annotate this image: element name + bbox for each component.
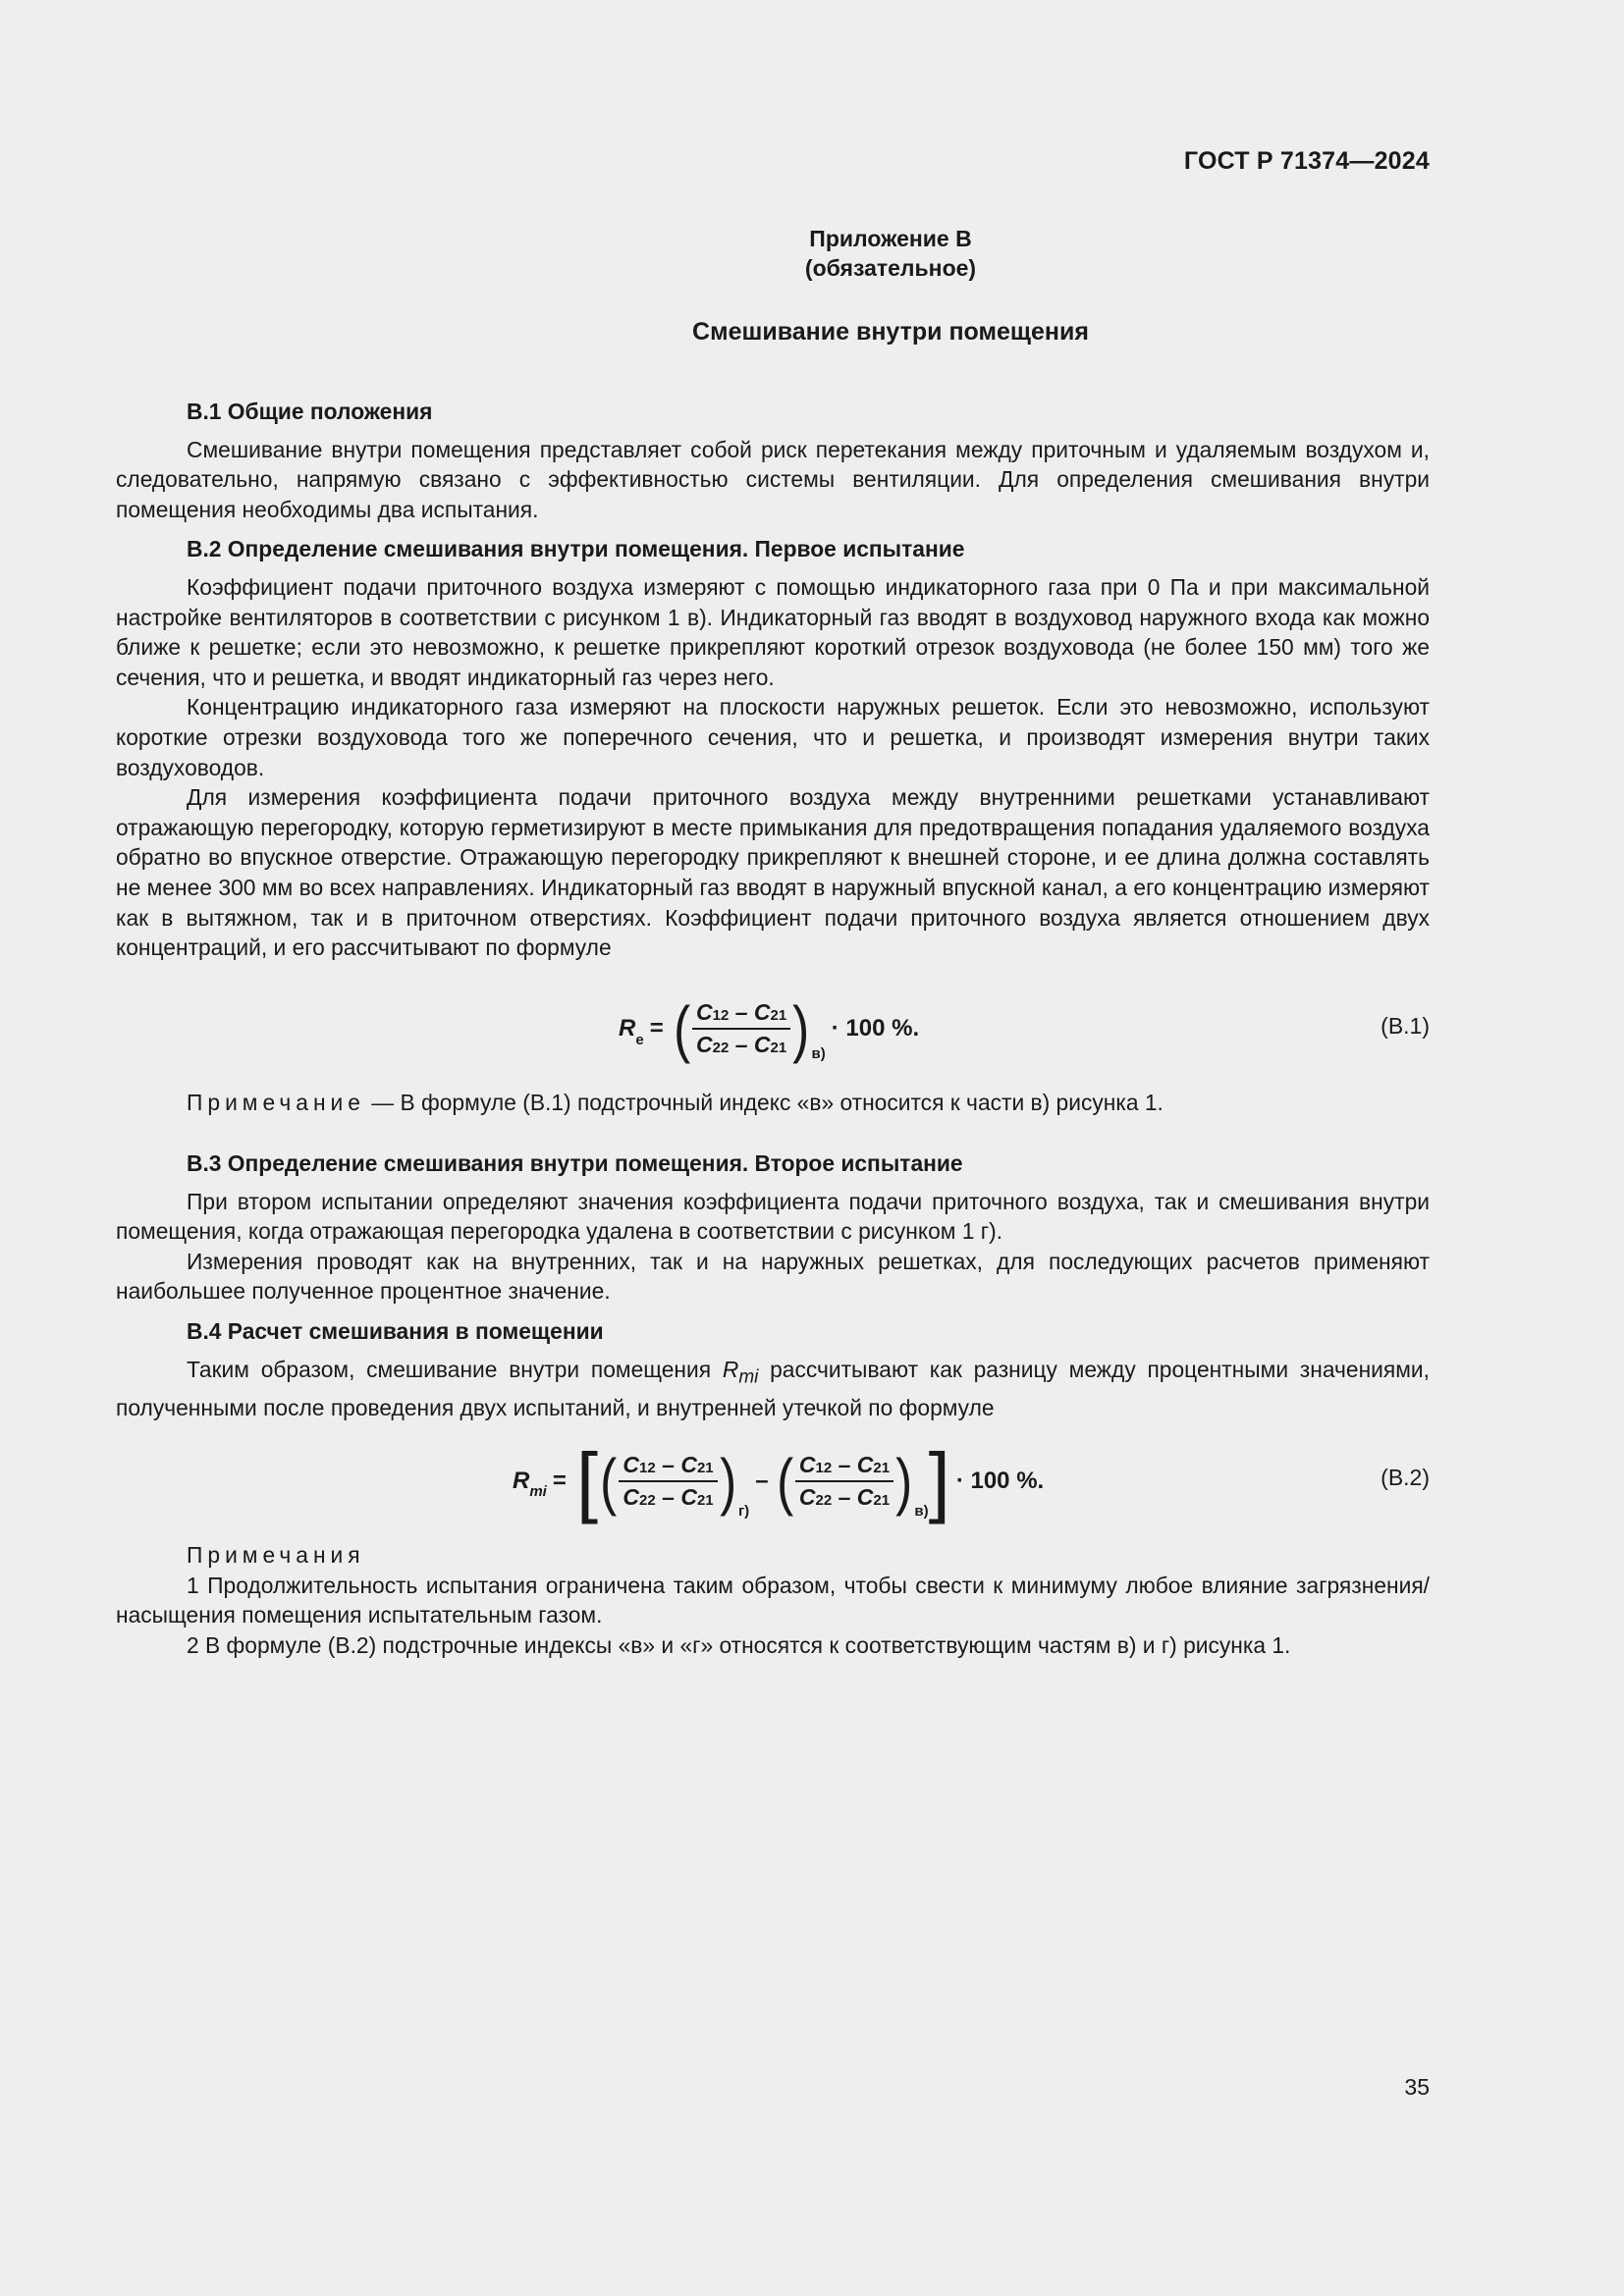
notes-label-line	[116, 1540, 1430, 1571]
equation-number-b1: (В.1)	[1380, 1013, 1430, 1039]
note-2: 2 В формуле (В.2) подстрочные индексы «в» и «г» относятся к соответствующим частям в) и г) рисунка 1.	[187, 1631, 1291, 1658]
formula-b1-fraction	[692, 999, 790, 1058]
formula-b2	[513, 1437, 1044, 1525]
formula-b1-lhs: R	[619, 1015, 636, 1041]
f2-den2-c21-sub: 21	[873, 1492, 891, 1509]
denominator-c21-sub: 21	[770, 1040, 787, 1056]
note-b1-label: Примечание	[187, 1090, 365, 1115]
formula-b1-open-paren: (	[673, 993, 690, 1064]
f2-num1-c21-sub: 21	[696, 1460, 714, 1476]
notes-label: Примечания	[187, 1542, 365, 1568]
f2-den1-c21-sub: 21	[696, 1492, 714, 1509]
f2-num1-c12: C	[623, 1452, 640, 1477]
formula-b1-row	[116, 989, 1430, 1068]
f2-num2-c21: C	[856, 1452, 874, 1477]
formula-b2-denominator-1	[619, 1482, 717, 1511]
formula-b2-numerator-2	[795, 1452, 893, 1482]
formula-b2-open-paren-1: (	[600, 1446, 618, 1517]
f2-num1-minus: –	[662, 1452, 675, 1477]
formula-b1-group-sub: в)	[811, 1045, 826, 1062]
formula-b2-minus: –	[755, 1468, 769, 1494]
notes-block	[116, 1540, 1430, 1660]
formula-b2-close-paren-1: )	[719, 1446, 736, 1517]
numerator-minus: –	[734, 999, 748, 1025]
f2-den1-c22: C	[623, 1484, 640, 1510]
formula-b2-close-bracket: ]	[928, 1437, 950, 1524]
paragraph-b2-3: Для измерения коэффициента подачи приточного воздуха между внутренними решетками устанавливают отражающую перегородку, которую герметизируют в месте примыкания для предотвращения попадания удаляемого воздуха обратно во впускное отверстие. Отражающую перегородку прикрепляют к внешней стороне, и ее длина должна составлять не менее 300 мм во всех направлениях. Индикаторный газ вводят в наружный впускной канал, а его концентрацию измеряют как в вытяжном, так и в приточном отверстиях. Коэффициент подачи приточного воздуха является отношением двух концентраций, и его рассчитывают по формуле	[116, 784, 1430, 961]
numerator-c12: C	[696, 999, 713, 1025]
f2-num2-c12: C	[798, 1452, 816, 1477]
f2-den2-c22-sub: 22	[815, 1492, 833, 1509]
heading-b4: В.4 Расчет смешивания в помещении	[187, 1317, 604, 1344]
formula-b2-close-paren-2: )	[895, 1446, 913, 1517]
formula-b1-numerator	[692, 999, 790, 1030]
f2-den2-minus: –	[838, 1484, 851, 1510]
paragraph-b4-1-part-a: Таким образом, смешивание внутри помещения	[187, 1356, 723, 1382]
paragraph-b4-1-part-b: рассчитывают как разницу между процентными значениями, полученными после проведения двух испытаний, и внутренней утечкой по формуле	[116, 1356, 1430, 1420]
note-b1-text: В формуле (В.1) подстрочный индекс «в» относится к части в) рисунка 1.	[400, 1090, 1164, 1115]
formula-b2-row	[116, 1437, 1430, 1525]
f2-den2-c22: C	[798, 1484, 816, 1510]
appendix-title: Приложение В	[809, 226, 972, 251]
formula-b1-denominator	[692, 1030, 790, 1058]
formula-b2-fraction-1	[619, 1452, 717, 1511]
section-b3-b4	[116, 1148, 1430, 1422]
paragraph-b3-1: При втором испытании определяют значения коэффициента подачи приточного воздуха, так и смешивания внутри помещения, когда отражающая перегородка удалена в соответствии с рисунком 1 г).	[116, 1188, 1430, 1245]
formula-b2-group1-sub: г)	[737, 1503, 750, 1520]
numerator-c21-sub: 21	[770, 1007, 787, 1024]
denominator-c22-sub: 22	[712, 1040, 730, 1056]
numerator-c12-sub: 12	[712, 1007, 730, 1024]
paragraph-b1-1: Смешивание внутри помещения представляет собой риск перетекания между приточным и удаляемым воздухом и, следовательно, напрямую связано с эффективностью системы вентиляции. Для определения смешивания внутри помещения необходимы два испытания.	[116, 436, 1430, 522]
formula-b1-close-paren: )	[792, 993, 810, 1064]
denominator-minus: –	[734, 1032, 748, 1057]
paragraph-b2-1: Коэффициент подачи приточного воздуха измеряют с помощью индикаторного газа при 0 Па и при максимальной настройке вентиляторов в соответствии с рисунком 1 в). Индикаторный газ вводят в воздуховод наружного входа как можно ближе к решетке; если это невозможно, к решетке прикрепляют короткий отрезок воздуховода (не более 150 мм) того же сечения, что и решетка, и вводят индикаторный газ через него.	[116, 573, 1430, 690]
denominator-c22: C	[696, 1032, 713, 1057]
section-b1-b2	[116, 397, 1430, 963]
note-b1	[116, 1088, 1430, 1118]
appendix-status: (обязательное)	[804, 255, 977, 281]
note-b1-line	[116, 1088, 1430, 1118]
formula-b2-lhs: R	[513, 1468, 530, 1494]
formula-b1-lhs-sub: e	[635, 1032, 644, 1048]
page-number: 35	[1404, 2074, 1430, 2100]
f2-num2-c21-sub: 21	[873, 1460, 891, 1476]
formula-b2-denominator-2	[795, 1482, 893, 1511]
f2-den1-c21: C	[680, 1484, 697, 1510]
heading-b3: В.3 Определение смешивания внутри помещения. Второе испытание	[187, 1150, 963, 1176]
section-title: Смешивание внутри помещения	[692, 318, 1089, 346]
f2-num1-c12-sub: 12	[639, 1460, 656, 1476]
f2-num2-c12-sub: 12	[815, 1460, 833, 1476]
denominator-c21: C	[753, 1032, 771, 1057]
note-b1-dash: —	[371, 1090, 395, 1115]
f2-num1-c21: C	[680, 1452, 697, 1477]
f2-den1-c22-sub: 22	[639, 1492, 656, 1509]
f2-den2-c21: C	[856, 1484, 874, 1510]
appendix-heading	[0, 224, 1624, 283]
formula-b2-equals: =	[552, 1468, 567, 1494]
formula-b1	[619, 989, 919, 1068]
formula-b2-fraction-2	[795, 1452, 893, 1511]
paragraph-b4-1	[116, 1355, 1430, 1423]
formula-b1-equals: =	[649, 1015, 664, 1041]
paragraph-b4-1-symbol-sub: mi	[738, 1366, 759, 1388]
equation-number-b2: (В.2)	[1380, 1465, 1430, 1490]
heading-b2: В.2 Определение смешивания внутри помещения. Первое испытание	[187, 536, 965, 562]
f2-den1-minus: –	[662, 1484, 675, 1510]
formula-b2-open-paren-2: (	[776, 1446, 793, 1517]
heading-b1: В.1 Общие положения	[187, 399, 433, 424]
formula-b2-tail: · 100 %.	[955, 1468, 1045, 1494]
f2-num2-minus: –	[838, 1452, 851, 1477]
formula-b1-tail: · 100 %.	[831, 1015, 920, 1041]
paragraph-b4-1-symbol: R	[722, 1356, 739, 1382]
numerator-c21: C	[753, 999, 771, 1025]
paragraph-b3-2: Измерения проводят как на внутренних, так и на наружных решетках, для последующих расчетов применяют наибольшее полученное процентное значение.	[116, 1248, 1430, 1305]
formula-b2-numerator-1	[619, 1452, 717, 1482]
paragraph-b2-2: Концентрацию индикаторного газа измеряют на плоскости наружных решеток. Если это невозможно, используют короткие отрезки воздуховода того же поперечного сечения, что и решетка, и производят измерения внутри таких воздуховодов.	[116, 694, 1430, 780]
formula-b2-group2-sub: в)	[914, 1503, 929, 1520]
formula-b2-open-bracket: [	[575, 1437, 599, 1524]
standard-number: ГОСТ Р 71374—2024	[1183, 147, 1430, 175]
note-1: 1 Продолжительность испытания ограничена таким образом, чтобы свести к минимуму любое влияние загрязнения/насыщения помещения испытательным газом.	[116, 1572, 1430, 1629]
formula-b2-lhs-sub: mi	[529, 1483, 547, 1500]
